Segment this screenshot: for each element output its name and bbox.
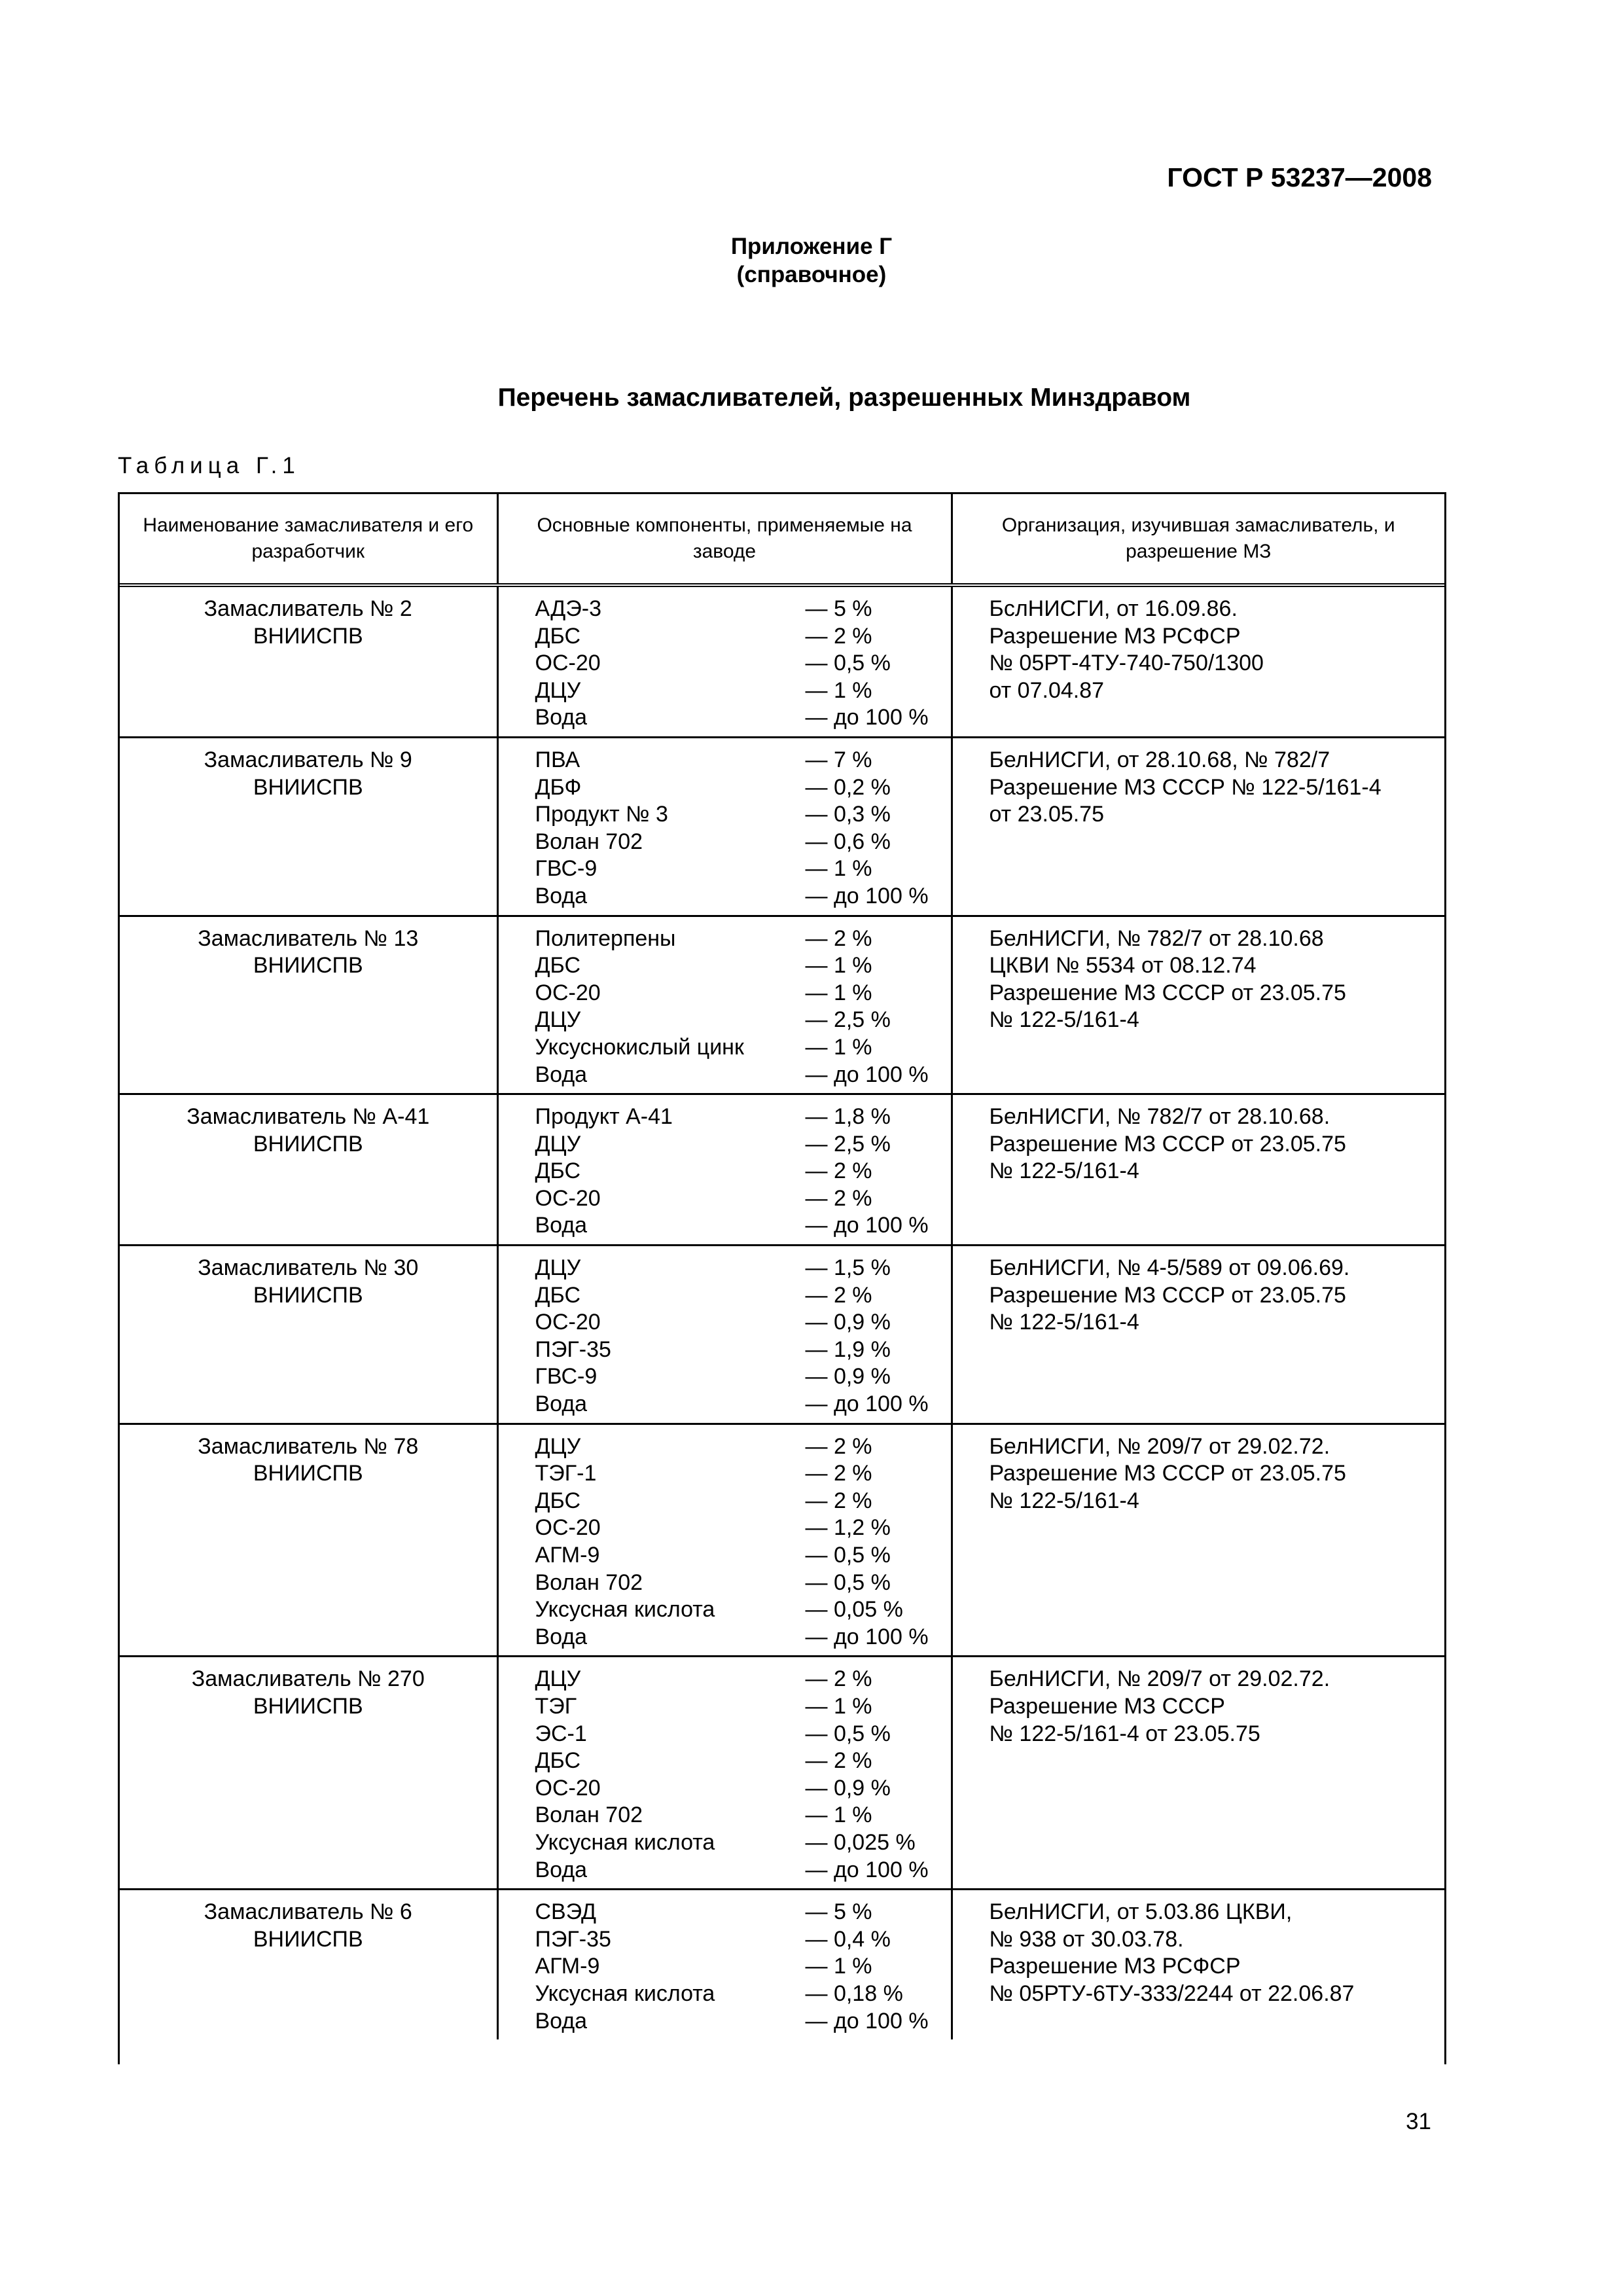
component-name: ПВА xyxy=(535,747,580,772)
component-value: — 0,3 % xyxy=(805,802,891,827)
components-cell xyxy=(497,1657,952,1890)
component-value: — 0,05 % xyxy=(805,1597,903,1623)
table-header-row xyxy=(120,494,1444,585)
table-row xyxy=(120,916,1444,1094)
component-value: — 1,8 % xyxy=(805,1104,891,1130)
component-value: — 1,9 % xyxy=(805,1336,891,1362)
organization-line: № 122-5/161-4 xyxy=(989,1158,1139,1184)
component-name: ДБС xyxy=(535,1282,581,1308)
components-cell xyxy=(497,1424,952,1657)
component-value: — 1 % xyxy=(805,953,872,978)
component-value: — 0,025 % xyxy=(805,1829,916,1855)
component-name: ДБС xyxy=(535,623,581,649)
component-value: — 2 % xyxy=(805,925,872,951)
component-name: ДБС xyxy=(535,1748,581,1774)
component-line xyxy=(535,677,944,705)
component-value: — 1,2 % xyxy=(805,1515,891,1541)
lubricant-name: Замасливатель № 78 xyxy=(198,1433,419,1459)
lubricant-name: Замасливатель № 270 xyxy=(191,1666,425,1692)
organization-line: Разрешение МЗ СССР xyxy=(989,1693,1225,1719)
component-name: ДЦУ xyxy=(535,677,581,703)
components-cell xyxy=(497,916,952,1094)
component-name: ДЦУ xyxy=(535,1433,581,1459)
component-name: Вода xyxy=(535,1857,588,1882)
organization-line: Разрешение МЗ РСФСР xyxy=(989,1954,1241,1979)
component-name: ДЦУ xyxy=(535,1007,581,1033)
table-body xyxy=(120,585,1444,2039)
organization-line: БелНИСГИ, № 209/7 от 29.02.72. xyxy=(989,1666,1330,1692)
component-name: СВЭД xyxy=(535,1899,597,1925)
component-name: Продукт № 3 xyxy=(535,802,668,827)
component-line xyxy=(535,1693,944,1721)
component-line xyxy=(535,1309,944,1336)
component-value: — 0,6 % xyxy=(805,829,891,854)
component-name: ТЭГ-1 xyxy=(535,1461,597,1486)
component-line xyxy=(535,1829,944,1857)
lubricant-name: Замасливатель № 6 xyxy=(204,1899,412,1925)
component-value: — 1 % xyxy=(805,980,872,1005)
column-header-name: Наименование замасливателя и его разработчик xyxy=(120,494,497,585)
component-name: ГВС-9 xyxy=(535,1364,597,1390)
component-name: ДБС xyxy=(535,1158,581,1184)
component-name: Вода xyxy=(535,883,588,908)
lubricant-name-cell xyxy=(120,737,497,916)
component-name: Вода xyxy=(535,1213,588,1238)
appendix-heading xyxy=(0,232,1623,289)
component-value: — 2,5 % xyxy=(805,1007,891,1033)
component-line xyxy=(535,1460,944,1488)
component-value: — до 100 % xyxy=(805,1624,929,1649)
organization-line: Разрешение МЗ РСФСР xyxy=(989,623,1241,649)
organization-line: от 07.04.87 xyxy=(989,677,1105,703)
component-line xyxy=(535,1255,944,1282)
organization-line: БслНИСГИ, от 16.09.86. xyxy=(989,596,1238,621)
components-cell xyxy=(497,1094,952,1246)
components-cell xyxy=(497,585,952,737)
component-line xyxy=(535,980,944,1007)
component-line xyxy=(535,952,944,980)
component-value: — до 100 % xyxy=(805,705,929,730)
organization-line: № 05РТУ-6ТУ-333/2244 от 22.06.87 xyxy=(989,1981,1355,2006)
component-line xyxy=(535,1131,944,1158)
lubricant-developer: ВНИИСПВ xyxy=(253,1282,363,1308)
component-line xyxy=(535,1007,944,1034)
component-name: ЭС-1 xyxy=(535,1721,587,1746)
component-name: ОС-20 xyxy=(535,1775,601,1801)
component-value: — 1,5 % xyxy=(805,1255,891,1281)
component-line xyxy=(535,1802,944,1829)
component-line xyxy=(535,1391,944,1418)
components-cell xyxy=(497,1246,952,1424)
component-name: АГМ-9 xyxy=(535,1543,600,1568)
component-line xyxy=(535,623,944,651)
component-value: — 7 % xyxy=(805,747,872,772)
component-value: — 0,5 % xyxy=(805,651,891,676)
component-name: Волан 702 xyxy=(535,1803,643,1828)
component-value: — 1 % xyxy=(805,1954,872,1979)
component-line xyxy=(535,925,944,953)
table-row xyxy=(120,585,1444,737)
lubricant-developer: ВНИИСПВ xyxy=(253,1693,363,1719)
component-line xyxy=(535,1775,944,1803)
organization-line: БелНИСГИ, № 782/7 от 28.10.68 xyxy=(989,925,1324,951)
component-value: — 1 % xyxy=(805,1693,872,1719)
organization-cell xyxy=(952,1890,1444,2039)
component-value: — 1 % xyxy=(805,677,872,703)
component-name: ДБС xyxy=(535,1488,581,1513)
table-container xyxy=(118,492,1446,2064)
component-line xyxy=(535,774,944,802)
organization-line: Разрешение МЗ СССР от 23.05.75 xyxy=(989,1282,1346,1308)
component-value: — до 100 % xyxy=(805,1062,929,1087)
component-name: ПЭГ-35 xyxy=(535,1336,611,1362)
component-name: ТЭГ xyxy=(535,1693,577,1719)
lubricant-name-cell xyxy=(120,1424,497,1657)
organization-line: Разрешение МЗ СССР № 122-5/161-4 xyxy=(989,774,1382,800)
lubricant-developer: ВНИИСПВ xyxy=(253,1926,363,1952)
lubricant-name-cell xyxy=(120,1246,497,1424)
lubricant-name-cell xyxy=(120,1657,497,1890)
component-value: — 1 % xyxy=(805,1803,872,1828)
organization-line: № 122-5/161-4 xyxy=(989,1310,1139,1335)
component-line xyxy=(535,1981,944,2008)
component-name: Вода xyxy=(535,705,588,730)
organization-line: БелНИСГИ, № 782/7 от 28.10.68. xyxy=(989,1104,1330,1130)
document-id: ГОСТ Р 53237—2008 xyxy=(1167,162,1432,192)
page-number: 31 xyxy=(1406,2109,1431,2134)
component-value: — до 100 % xyxy=(805,1213,929,1238)
component-name: ПЭГ-35 xyxy=(535,1926,611,1952)
component-line xyxy=(535,1185,944,1213)
column-header-organization: Организация, изучившая замасливатель, и разрешение МЗ xyxy=(952,494,1444,585)
component-value: — 0,5 % xyxy=(805,1721,891,1746)
lubricant-name-cell xyxy=(120,916,497,1094)
lubricant-name-cell xyxy=(120,585,497,737)
organization-line: № 122-5/161-4 от 23.05.75 xyxy=(989,1721,1260,1746)
organization-line: № 05РТ-4ТУ-740-750/1300 xyxy=(989,651,1264,676)
component-value: — 2 % xyxy=(805,1748,872,1774)
component-value: — 0,18 % xyxy=(805,1981,903,2006)
lubricant-developer: ВНИИСПВ xyxy=(253,623,363,649)
organization-line: БелНИСГИ, № 4-5/589 от 09.06.69. xyxy=(989,1255,1350,1281)
component-value: — 2 % xyxy=(805,1158,872,1184)
component-name: ОС-20 xyxy=(535,651,601,676)
organization-line: ЦКВИ № 5534 от 08.12.74 xyxy=(989,953,1257,978)
component-value: — 0,5 % xyxy=(805,1570,891,1595)
organization-cell xyxy=(952,585,1444,737)
organization-line: БелНИСГИ, № 209/7 от 29.02.72. xyxy=(989,1433,1330,1459)
organization-line: БелНИСГИ, от 5.03.86 ЦКВИ, xyxy=(989,1899,1293,1925)
component-line xyxy=(535,1212,944,1240)
table-row xyxy=(120,1424,1444,1657)
component-name: Волан 702 xyxy=(535,1570,643,1595)
component-line xyxy=(535,1748,944,1775)
table-row xyxy=(120,1094,1444,1246)
component-name: Вода xyxy=(535,2008,588,2034)
organization-line: Разрешение МЗ СССР от 23.05.75 xyxy=(989,980,1346,1005)
lubricant-name-cell xyxy=(120,1890,497,2039)
component-value: — 1 % xyxy=(805,1034,872,1060)
component-name: Политерпены xyxy=(535,925,676,951)
component-value: — 2 % xyxy=(805,1185,872,1211)
table-row xyxy=(120,1246,1444,1424)
component-value: — 2 % xyxy=(805,1488,872,1513)
component-value: — 5 % xyxy=(805,1899,872,1925)
component-line xyxy=(535,1624,944,1651)
component-line xyxy=(535,704,944,732)
component-value: — 2 % xyxy=(805,1433,872,1459)
component-line xyxy=(535,1488,944,1515)
component-name: Уксуснокислый цинк xyxy=(535,1034,744,1060)
component-line xyxy=(535,855,944,883)
lubricant-name-cell xyxy=(120,1094,497,1246)
component-name: Продукт А-41 xyxy=(535,1104,673,1130)
component-value: — 0,4 % xyxy=(805,1926,891,1952)
component-value: — до 100 % xyxy=(805,1391,929,1417)
component-name: ДЦУ xyxy=(535,1131,581,1157)
component-line xyxy=(535,1542,944,1570)
component-name: Вода xyxy=(535,1624,588,1649)
organization-cell xyxy=(952,916,1444,1094)
organization-cell xyxy=(952,1424,1444,1657)
component-value: — 2 % xyxy=(805,1666,872,1692)
organization-line: № 122-5/161-4 xyxy=(989,1488,1139,1513)
component-name: Уксусная кислота xyxy=(535,1981,715,2006)
component-line xyxy=(535,1953,944,1981)
component-name: Уксусная кислота xyxy=(535,1829,715,1855)
component-name: ДБФ xyxy=(535,774,582,800)
component-value: — до 100 % xyxy=(805,2008,929,2034)
appendix-subtitle: (справочное) xyxy=(736,262,887,287)
component-value: — 0,5 % xyxy=(805,1543,891,1568)
organization-cell xyxy=(952,1094,1444,1246)
page-title: Перечень замасливателей, разрешенных Минздравом xyxy=(497,384,1191,412)
component-value: — 0,9 % xyxy=(805,1364,891,1390)
component-line xyxy=(535,747,944,774)
component-value: — 0,9 % xyxy=(805,1775,891,1801)
component-name: ДБС xyxy=(535,953,581,978)
component-value: — 2 % xyxy=(805,1461,872,1486)
component-name: Вода xyxy=(535,1062,588,1087)
table-row xyxy=(120,1657,1444,1890)
table-row xyxy=(120,737,1444,916)
component-line xyxy=(535,1515,944,1542)
lubricant-name: Замасливатель № 13 xyxy=(198,925,419,951)
organization-line: БелНИСГИ, от 28.10.68, № 782/7 xyxy=(989,747,1330,772)
component-line xyxy=(535,1899,944,1926)
component-value: — 5 % xyxy=(805,596,872,621)
component-line xyxy=(535,801,944,829)
component-value: — до 100 % xyxy=(805,883,929,908)
component-line xyxy=(535,1857,944,1884)
component-value: — 2,5 % xyxy=(805,1131,891,1157)
component-name: ДЦУ xyxy=(535,1666,581,1692)
component-value: — до 100 % xyxy=(805,1857,929,1882)
components-cell xyxy=(497,737,952,916)
lubricant-developer: ВНИИСПВ xyxy=(253,953,363,978)
component-line xyxy=(535,1363,944,1391)
component-line xyxy=(535,650,944,677)
component-line xyxy=(535,829,944,856)
component-value: — 0,2 % xyxy=(805,774,891,800)
organization-line: № 938 от 30.03.78. xyxy=(989,1926,1184,1952)
table-row xyxy=(120,1890,1444,2039)
component-name: ОС-20 xyxy=(535,1310,601,1335)
organization-cell xyxy=(952,737,1444,916)
component-line xyxy=(535,1062,944,1089)
lubricant-developer: ВНИИСПВ xyxy=(253,1131,363,1157)
component-line xyxy=(535,1596,944,1624)
component-name: ОС-20 xyxy=(535,1185,601,1211)
lubricant-name: Замасливатель № А-41 xyxy=(187,1104,430,1130)
table-caption: Таблица Г.1 xyxy=(118,453,300,478)
organization-line: № 122-5/161-4 xyxy=(989,1007,1139,1033)
component-name: ОС-20 xyxy=(535,980,601,1005)
component-name: Вода xyxy=(535,1391,588,1417)
component-name: АГМ-9 xyxy=(535,1954,600,1979)
component-name: ГВС-9 xyxy=(535,856,597,882)
appendix-title: Приложение Г xyxy=(730,234,893,259)
lubricant-developer: ВНИИСПВ xyxy=(253,1461,363,1486)
lubricant-name: Замасливатель № 2 xyxy=(204,596,412,621)
component-name: ОС-20 xyxy=(535,1515,601,1541)
component-line xyxy=(535,2008,944,2036)
component-name: Уксусная кислота xyxy=(535,1597,715,1623)
organization-line: Разрешение МЗ СССР от 23.05.75 xyxy=(989,1461,1346,1486)
component-line xyxy=(535,1103,944,1131)
column-header-components: Основные компоненты, применяемые на заводе xyxy=(497,494,952,585)
component-name: АДЭ-3 xyxy=(535,596,602,621)
component-line xyxy=(535,1721,944,1748)
organization-line: от 23.05.75 xyxy=(989,802,1105,827)
component-value: — 0,9 % xyxy=(805,1310,891,1335)
lubricants-table xyxy=(120,494,1444,2039)
component-line xyxy=(535,1570,944,1597)
component-line xyxy=(535,1282,944,1310)
organization-line: Разрешение МЗ СССР от 23.05.75 xyxy=(989,1131,1346,1157)
components-cell xyxy=(497,1890,952,2039)
component-line xyxy=(535,1666,944,1693)
lubricant-name: Замасливатель № 30 xyxy=(198,1255,419,1281)
component-name: Волан 702 xyxy=(535,829,643,854)
component-name: ДЦУ xyxy=(535,1255,581,1281)
component-value: — 2 % xyxy=(805,1282,872,1308)
component-line xyxy=(535,1926,944,1954)
organization-cell xyxy=(952,1657,1444,1890)
component-line xyxy=(535,1158,944,1185)
component-line xyxy=(535,1034,944,1062)
component-value: — 1 % xyxy=(805,856,872,882)
organization-cell xyxy=(952,1246,1444,1424)
component-line xyxy=(535,596,944,623)
component-value: — 2 % xyxy=(805,623,872,649)
lubricant-name: Замасливатель № 9 xyxy=(204,747,412,772)
component-line xyxy=(535,1336,944,1364)
component-line xyxy=(535,883,944,910)
component-line xyxy=(535,1433,944,1461)
lubricant-developer: ВНИИСПВ xyxy=(253,774,363,800)
